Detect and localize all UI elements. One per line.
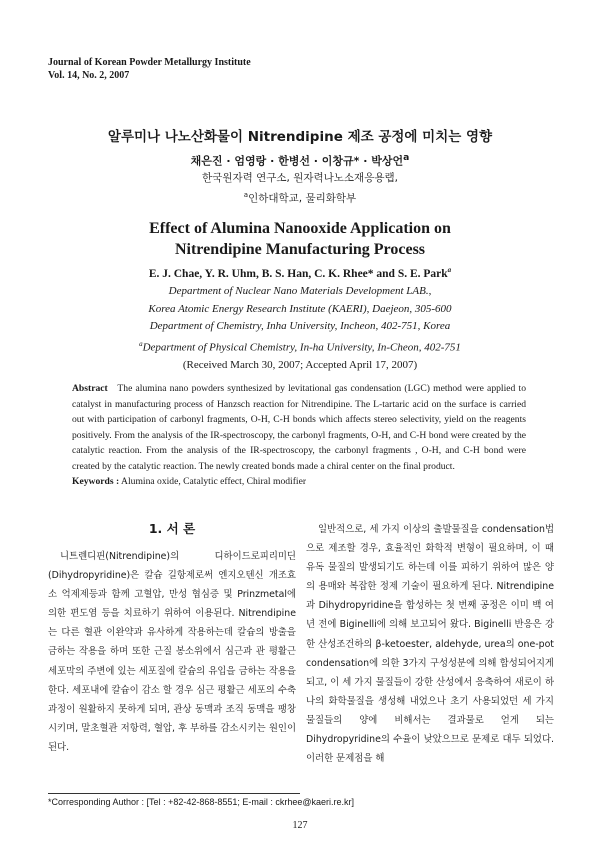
received-dates: (Received March 30, 2007; Accepted April 17, 2007) [182,358,418,371]
english-affiliations [0,283,600,374]
english-authors-sup: a [447,266,452,274]
english-title-line-1: Effect of Alumina Nanooxide Application on [149,220,451,237]
korean-authors-sup: a [403,152,410,163]
corresponding-author-footnote: *Corresponding Author : [Tel : +82-42-868-8551; E-mail : ckrhee@kaeri.re.kr] [48,797,355,807]
english-affiliation-line-4 [0,336,600,357]
korean-affiliation-2 [0,187,600,208]
english-affiliation-line-1: Department of Nuclear Nano Materials Development LAB., [168,285,432,297]
english-authors [0,266,600,280]
english-authors-names: E. J. Chae, Y. R. Uhm, B. S. Han, C. K. Rhee* and S. E. Park [148,267,448,280]
korean-affiliation-2-text: 인하대학교, 물리화학부 [248,192,357,205]
footnote-divider [48,793,300,794]
korean-affiliation-1: 한국원자력 연구소, 원자력나노소재응용랩, [202,172,398,184]
korean-authors [0,152,600,169]
english-affiliation-line-4-sup: a [139,339,143,348]
journal-header [48,56,251,82]
body-column-right [306,520,554,768]
english-affiliation-line-2: Korea Atomic Energy Research Institute (KAERI), Daejeon, 305-600 [148,302,452,315]
english-title-line-2: Nitrendipine Manufacturing Process [174,241,426,258]
english-title [0,218,600,260]
abstract [72,381,526,474]
section-heading: 1. 서 론 [148,521,196,536]
korean-title: 알루미나 나노산화물이 Nitrendipine 제조 공정에 미치는 영향 [107,129,493,145]
keywords-label: Keywords : [72,476,120,487]
abstract-label: Abstract [72,383,108,394]
journal-name: Journal of Korean Powder Metallurgy Institute [48,57,251,68]
abstract-text: The alumina nano powders synthesized by levitational gas condensation (LGC) method were applied to catalyst in manufacturing process of Hanzsch reaction for Nitrendipine. The L-tartaric acid on the surface is carried out with participation of carbonyl fragments, O-H, C-H bonds which affects stereo selectivity, yield on the reagents positively. From the analysis of the IR-spectroscopy, the carbonyl fragments, O-H, and C-H bond were created by the catalytic reaction. From the analysis of the IR-spectroscopy, the carbonyl fragments , O-H, and C-H bond were created by the catalytic reaction. The newly created bonds made a chiral center on the final product. [72,383,526,472]
keywords [72,476,306,487]
body-paragraph-right: 일반적으로, 세 가지 이상의 출발물질을 condensation법으로 제조할 경우, 효율적인 화학적 변형이 필요하며, 이 때 유독 물질의 발생되기도 하는데 이를 피하기 위하여 많은 양의 용매와 복잡한 정제 기술이 필요하게 된다. Nitrendipine과 Dihydropyridine을 합성하는 첫 번째 공정은 이미 백 여년 전에 Biginelli에 의해 보고되어 왔다. Biginelli 반응은 강한 산성조건하의 β-ketoester, aldehyde, urea의 one-pot condensation에 의한 3가지 구성성분에 의해 합성되어지게 되고, 이 세 가지 물질들이 강한 산성에서 응축하여 새로이 하나의 화학물질을 생성해 내었으나 초기 사용되었던 세 가지 물질들의 양에 비해서는 결과물로 얻게 되는 Dihydropyridine의 수율이 낮았으므로 문제로 대두 되었다. 이러한 문제점을 해 [306,524,554,765]
korean-affiliations [0,170,600,208]
journal-volume: Vol. 14, No. 2, 2007 [48,70,130,81]
english-affiliation-line-4-text: Department of Physical Chemistry, In-ha University, In-Cheon, 402-751 [142,341,461,354]
page-number: 127 [292,820,308,831]
korean-authors-names: 채은진 · 엄영랑 · 한병선 · 이창규* · 박상언 [190,154,404,168]
body-column-left [48,520,296,757]
korean-affiliation-2-sup: a [243,191,249,199]
body-paragraph-left: 니트렌디핀(Nitrendipine)의 디하이드로피리미딘(Dihydropyridine)은 칼슘 길항제로써 엔지오텐신 개조효소 억제제등과 함께 고혈압, 만성 협심증 및 Prinzmetal에 의한 편도염 등을 치료하기 위하여 이용된다. Nitrendipine는 다른 혈관 이완약과 유사하게 작용하는데 칼슘의 방출을 금하는 작용을 하며 또한 근질 봉소위에서 심근과 관 평활근 세포막의 주변에 있는 세포질에 칼슘의 유입을 금하는 작용을 한다. 세포내에 칼슘이 감소 할 경우 심근 평활근 세포의 수축 과정이 원활하지 못하게 되며, 관상 동맥과 조직 동맥을 팽창시키며, 말초혈관 저항력, 혈압, 후 부하를 감소시키는 원인이 된다. [48,551,296,753]
english-affiliation-line-3: Department of Chemistry, Inha University, Incheon, 402-751, Korea [149,320,451,332]
keywords-text: Alumina oxide, Catalytic effect, Chiral modifier [121,476,307,487]
